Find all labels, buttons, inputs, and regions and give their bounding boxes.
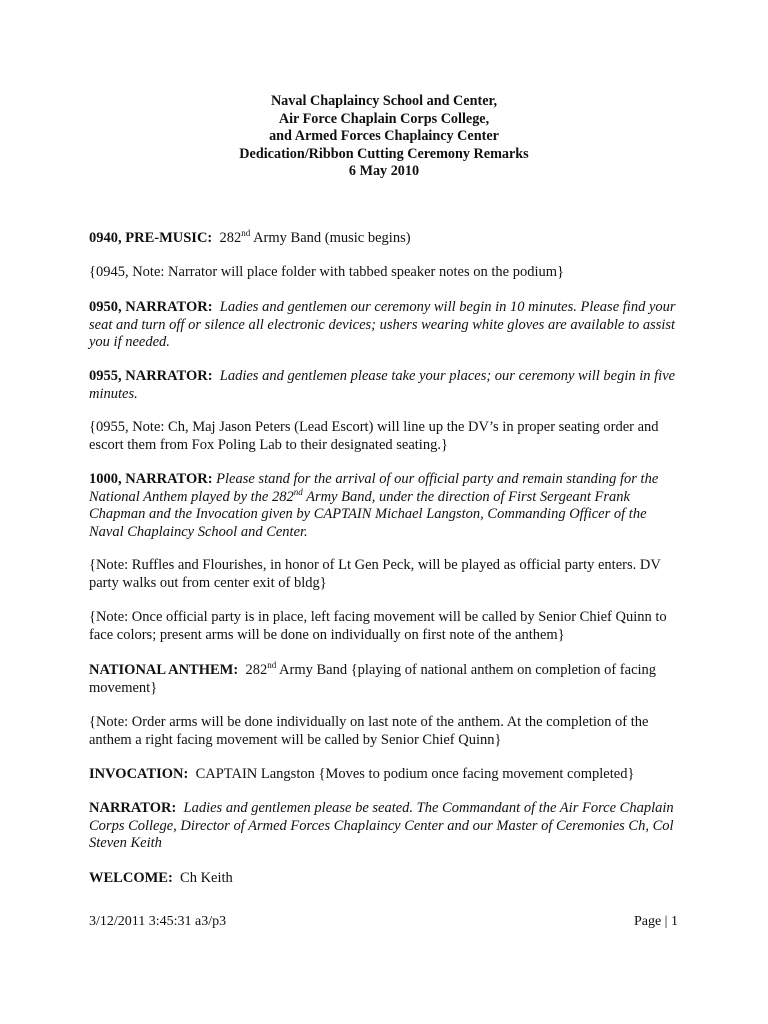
paragraph-pre-music [89, 230, 681, 248]
paragraph-welcome [89, 870, 681, 888]
footer-page-number: Page | 1 [633, 914, 678, 929]
text: 282 [245, 662, 268, 678]
superscript: nd [293, 486, 303, 497]
document-title [0, 93, 768, 181]
label-narrator: NARRATOR: [89, 800, 177, 816]
narration-text: Army Band, under the direction of First Sergeant Frank Chapman and the Invocation given by CAPTAIN Michael Langston, Commanding Officer of the Naval Chaplaincy School and Center. [89, 488, 647, 540]
footer-timestamp: 3/12/2011 3:45:31 a3/p3 [89, 914, 227, 929]
narration-text: Please stand for the arrival of our official party and remain standing for the National Anthem played by the 282 [89, 471, 659, 505]
paragraph-note-ruffles: {Note: Ruffles and Flourishes, in honor of Lt Gen Peck, will be played as official party enters. DV party walks out from center exit of bldg} [89, 557, 661, 591]
text: 282 [219, 230, 242, 246]
text: CAPTAIN Langston {Moves to podium once facing movement completed} [195, 766, 635, 782]
paragraph-narrator-1000 [89, 471, 681, 541]
paragraph-note-0955: {0955, Note: Ch, Maj Jason Peters (Lead Escort) will line up the DV’s in proper seating order and escort them from Fox Poling Lab to their designated seating.} [89, 419, 659, 453]
title-line-2: Air Force Chaplain Corps College, [278, 110, 490, 127]
paragraph-narrator-0950 [89, 299, 681, 352]
label-national-anthem: NATIONAL ANTHEM: [89, 662, 239, 678]
label-pre-music: 0940, PRE-MUSIC: [89, 230, 213, 246]
paragraph-narrator-seated [89, 800, 681, 853]
paragraph-invocation [89, 766, 681, 784]
paragraph-national-anthem [89, 662, 681, 697]
paragraph-note-order-arms: {Note: Order arms will be done individually on last note of the anthem. At the completion of the anthem a right facing movement will be called by Senior Chief Quinn} [89, 714, 649, 748]
text: Army Band (music begins) [250, 230, 411, 246]
text: Ch Keith [180, 870, 233, 886]
title-date: 6 May 2010 [348, 163, 420, 179]
paragraph-note-0945: {0945, Note: Narrator will place folder with tabbed speaker notes on the podium} [89, 264, 564, 280]
label-narrator: 1000, NARRATOR: [89, 471, 213, 487]
title-line-1: Naval Chaplaincy School and Center, [270, 93, 498, 109]
superscript: nd [267, 660, 277, 671]
narration-text: Ladies and gentlemen please take your places; our ceremony will begin in five minutes. [89, 368, 676, 402]
title-line-4: Dedication/Ribbon Cutting Ceremony Remarks [239, 145, 529, 162]
narration-text: Ladies and gentlemen our ceremony will begin in 10 minutes. Please find your seat and turn off or silence all electronic devices; ushers wearing white gloves are available to assist you if needed. [89, 299, 676, 350]
paragraph-narrator-0955 [89, 368, 681, 403]
paragraph-note-facing: {Note: Once official party is in place, left facing movement will be called by Senior Chief Quinn to face colors; present arms will be done on individually on first note of the anthem} [89, 609, 667, 643]
superscript: nd [241, 228, 251, 239]
label-invocation: INVOCATION: [89, 766, 189, 782]
label-welcome: WELCOME: [89, 870, 173, 886]
narration-text: Ladies and gentlemen please be seated. The Commandant of the Air Force Chaplain Corps College, Director of Armed Forces Chaplaincy Center and our Master of Ceremonies Ch, Col Steven Keith [89, 800, 674, 851]
label-narrator: 0950, NARRATOR: [89, 299, 213, 315]
label-narrator: 0955, NARRATOR: [89, 368, 213, 384]
text: Army Band {playing of national anthem on completion of facing movement} [89, 662, 657, 696]
title-line-3: and Armed Forces Chaplaincy Center [269, 128, 499, 144]
